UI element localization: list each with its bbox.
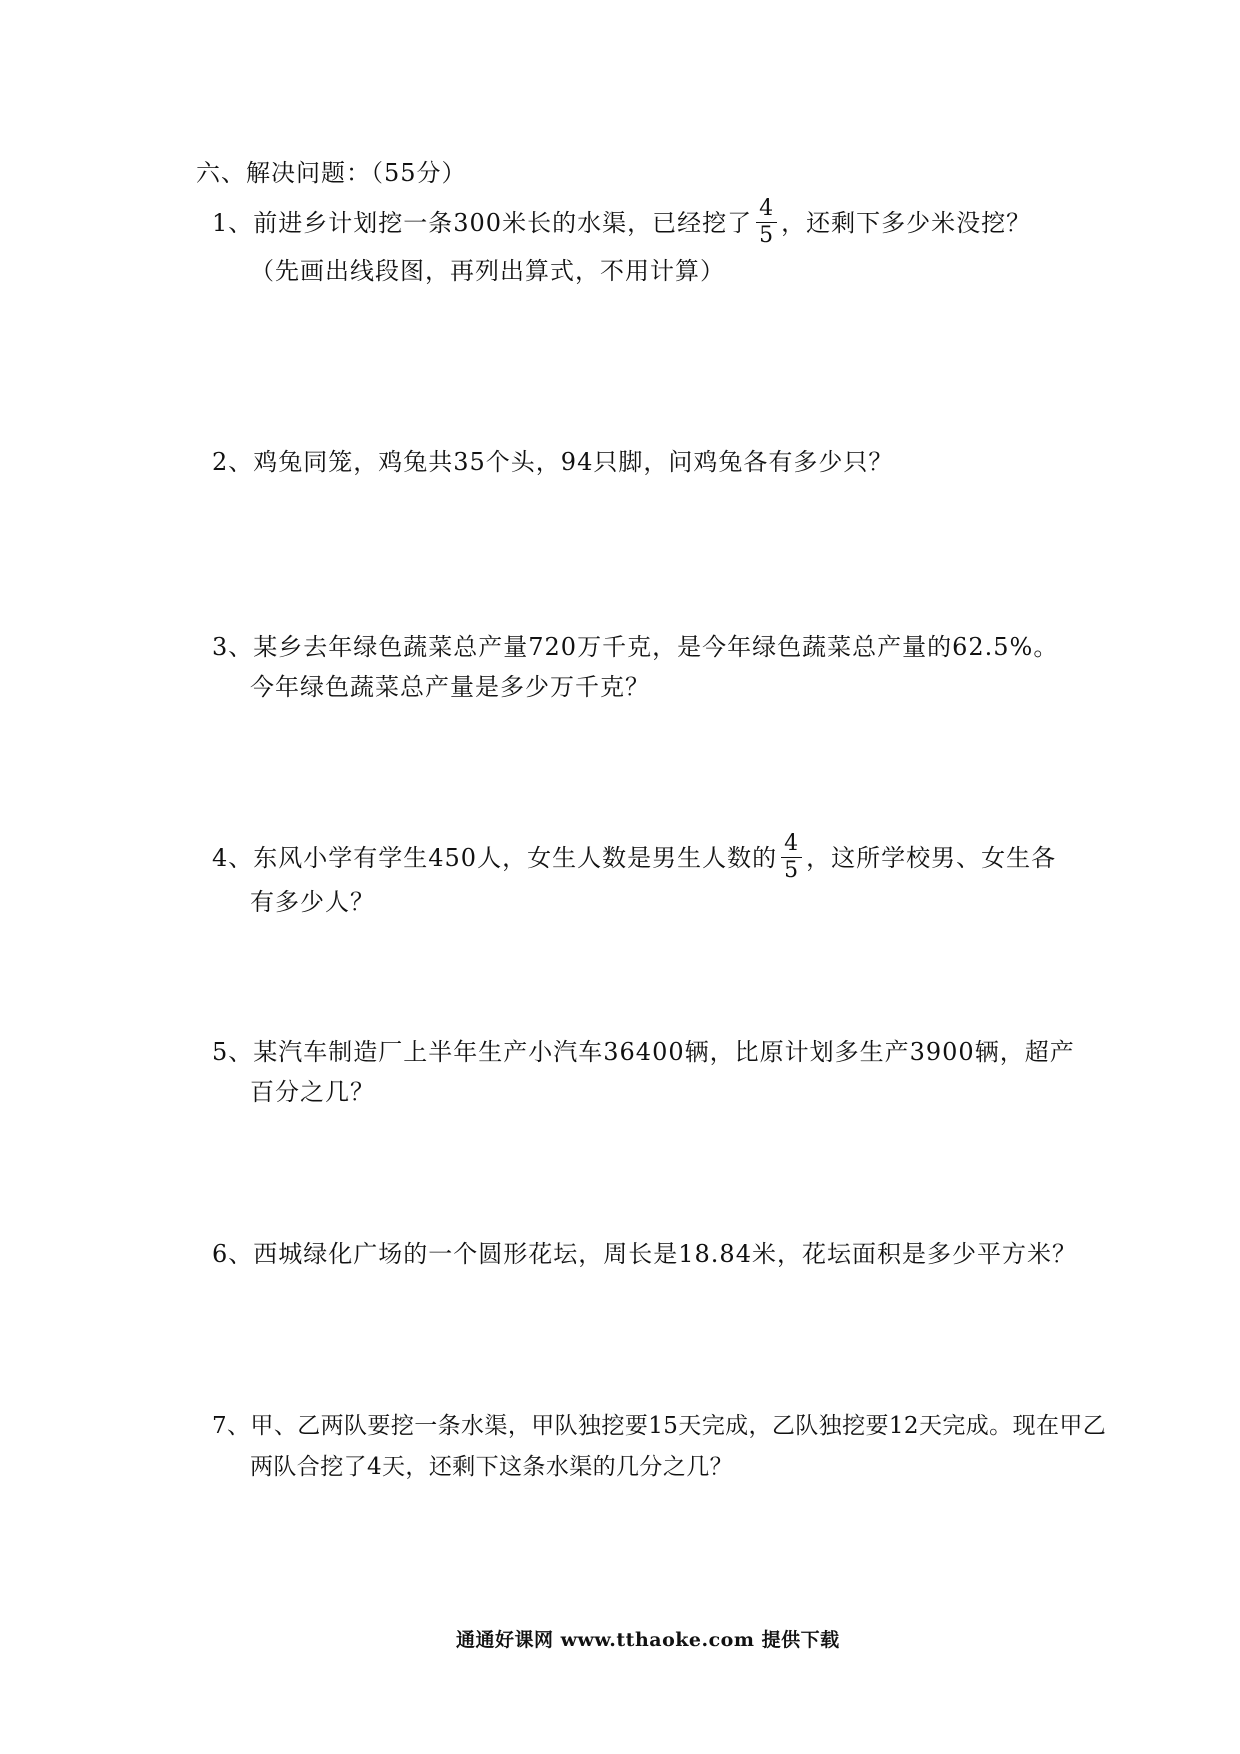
fraction-numerator: 4: [781, 831, 802, 858]
fraction-four-fifths: [756, 196, 777, 249]
question-3: 3、某乡去年绿色蔬菜总产量720万千克，是今年绿色蔬菜总产量的62.5%。: [212, 633, 1059, 661]
question-4-text: 4、东风小学有学生450人，女生人数是男生人数的: [212, 844, 778, 872]
question-5-line-2: 百分之几？: [250, 1078, 375, 1106]
question-1: [212, 198, 1031, 251]
question-7: 7、甲、乙两队要挖一条水渠，甲队独挖要15天完成，乙队独挖要12天完成。现在甲乙: [212, 1413, 1107, 1439]
fraction-denominator: 5: [759, 223, 775, 248]
question-4-text-end: ，这所学校男、女生各: [806, 844, 1057, 872]
section-title: 六、解决问题：（55分）: [196, 159, 467, 187]
fraction-denominator: 5: [784, 858, 800, 883]
question-7-line-2: 两队合挖了4天，还剩下这条水渠的几分之几？: [250, 1454, 734, 1480]
question-2: 2、鸡兔同笼，鸡兔共35个头，94只脚，问鸡兔各有多少只？: [212, 448, 894, 476]
fraction-numerator: 4: [756, 196, 777, 223]
question-1-text: 1、前进乡计划挖一条300米长的水渠，已经挖了: [212, 209, 753, 237]
question-1-note: （先画出线段图，再列出算式，不用计算）: [250, 257, 725, 285]
question-3-line-2: 今年绿色蔬菜总产量是多少万千克？: [250, 673, 650, 701]
footer-source: 通通好课网 www.tthaoke.com 提供下载: [456, 1629, 840, 1651]
question-5: 5、某汽车制造厂上半年生产小汽车36400辆，比原计划多生产3900辆，超产: [212, 1038, 1075, 1066]
question-1-text-end: ，还剩下多少米没挖？: [781, 209, 1032, 237]
question-6: 6、西城绿化广场的一个圆形花坛，周长是18.84米，花坛面积是多少平方米？: [212, 1240, 1077, 1268]
question-4: [212, 833, 1056, 886]
question-4-line-2: 有多少人？: [250, 888, 375, 916]
fraction-four-fifths: [781, 831, 802, 884]
